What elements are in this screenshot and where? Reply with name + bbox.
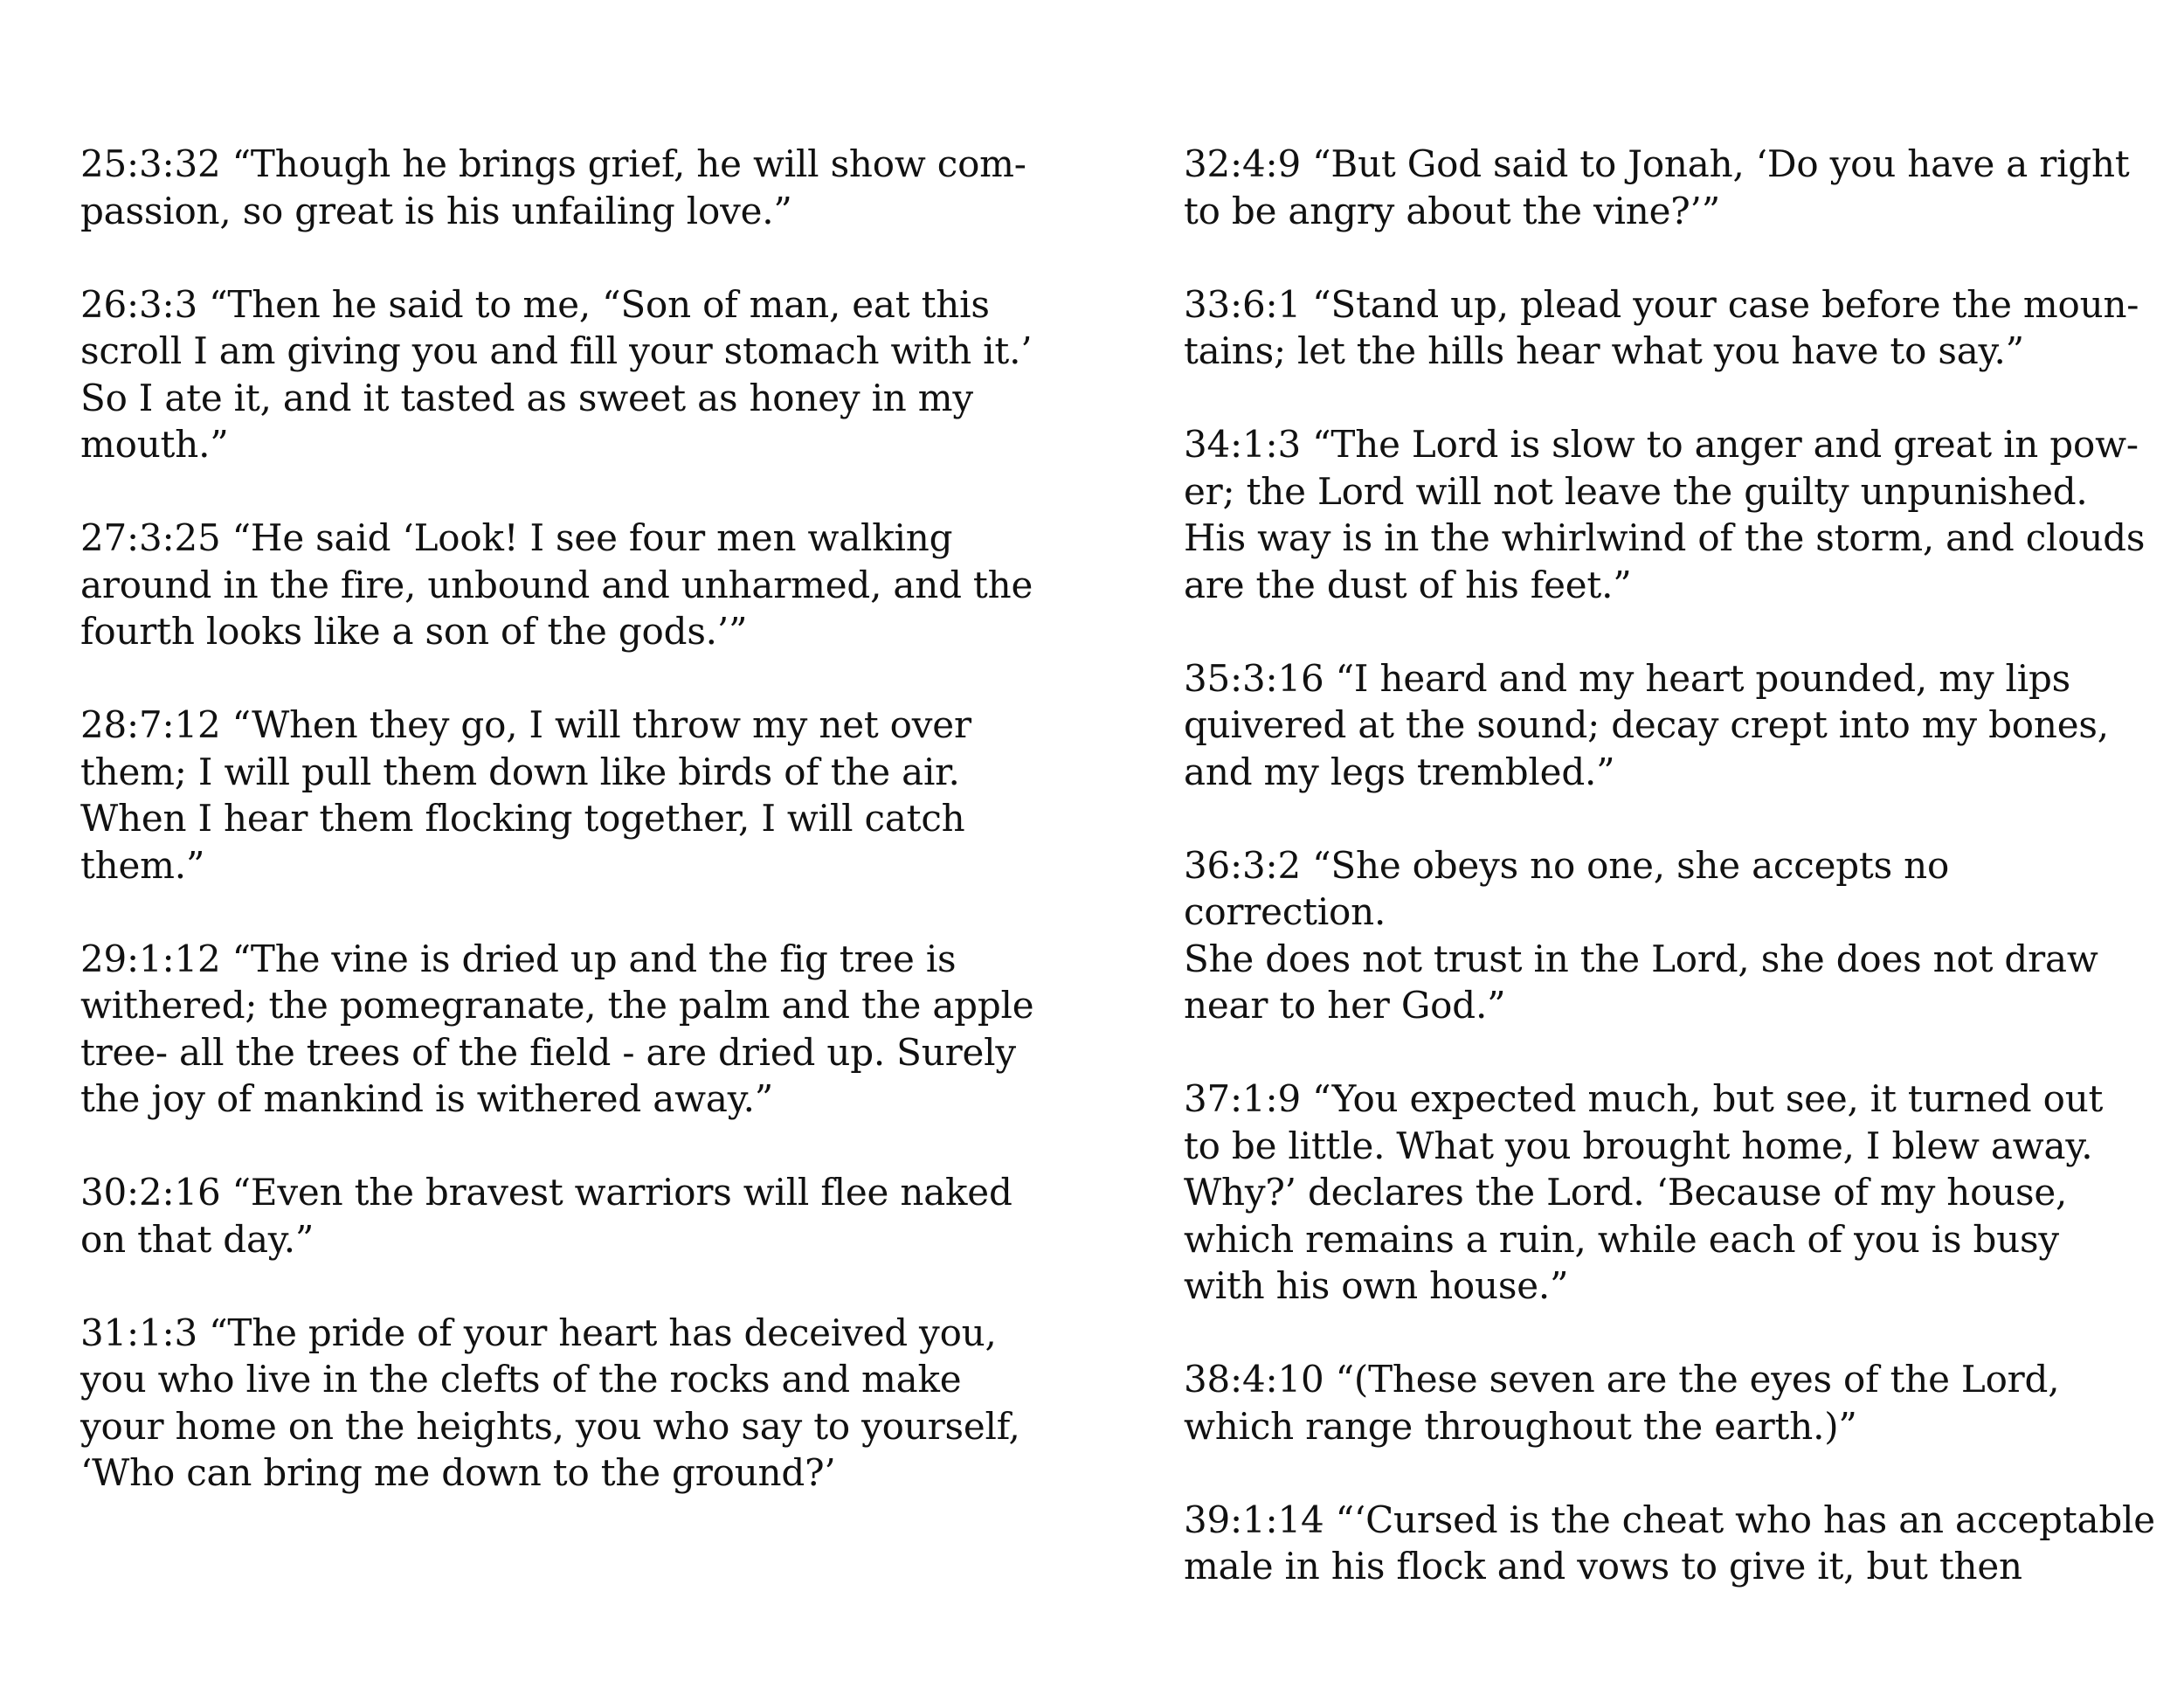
- verse-39-1-14: 39:1:14 “‘Cursed is the cheat who has an acceptable male in his flock and vows to give it, but then: [1184, 1498, 2155, 1588]
- verse-28-7-12: 28:7:12 “When they go, I will throw my net over them; I will pull them down like birds of the air. When I hear them flocking together, I will catch them.”: [80, 703, 971, 887]
- verse-36-3-2: 36:3:2 “She obeys no one, she accepts no correction. She does not trust in the Lord, she does not draw near to her God.”: [1184, 843, 2098, 1027]
- verse-33-6-1: 33:6:1 “Stand up, plead your case before the moun- tains; let the hills hear what you have to say.”: [1184, 282, 2139, 372]
- verse-26-3-3: 26:3:3 “Then he said to me, “Son of man, eat this scroll I am giving you and fill your stomach with it.’ So I ate it, and it tasted as sweet as honey in my mouth.”: [80, 282, 1033, 466]
- verse-35-3-16: 35:3:16 “I heard and my heart pounded, my lips quivered at the sound; decay crept into my bones, and my legs trembled.”: [1184, 656, 2109, 793]
- verse-27-3-25: 27:3:25 “He said ‘Look! I see four men walking around in the fire, unbound and unharmed, and the fourth looks like a son of the gods.’”: [80, 516, 1033, 653]
- verse-38-4-10: 38:4:10 “(These seven are the eyes of the Lord, which range throughout the earth.)”: [1184, 1358, 2060, 1448]
- verse-29-1-12: 29:1:12 “The vine is dried up and the fig tree is withered; the pomegranate, the palm and the apple tree- all the trees of the field - are dried up. Surely the joy of mankind is withered away.”: [80, 937, 1034, 1120]
- verse-31-1-3: 31:1:3 “The pride of your heart has deceived you, you who live in the clefts of the rocks and make your home on the heights, you who say to yourself, ‘Who can bring me down to the ground?’: [80, 1311, 1020, 1494]
- verse-30-2-16: 30:2:16 “Even the bravest warriors will flee naked on that day.”: [80, 1171, 1013, 1261]
- verse-37-1-9: 37:1:9 “You expected much, but see, it turned out to be little. What you brought home, I blew away. Why?’ declares the Lord. ‘Because of my house, which remains a ruin, while each of you is busy with his own house.”: [1184, 1077, 2104, 1307]
- verse-32-4-9: 32:4:9 “But God said to Jonah, ‘Do you have a right to be angry about the vine?’”: [1184, 142, 2130, 232]
- left-column: [80, 141, 1037, 1543]
- right-column: [1184, 141, 2162, 1636]
- verse-34-1-3: 34:1:3 “The Lord is slow to anger and great in pow- er; the Lord will not leave the guilty unpunished. His way is in the whirlwind of the storm, and clouds are the dust of his feet.”: [1184, 423, 2146, 606]
- verse-25-3-32: 25:3:32 “Though he brings grief, he will show com- passion, so great is his unfailing love.”: [80, 142, 1026, 232]
